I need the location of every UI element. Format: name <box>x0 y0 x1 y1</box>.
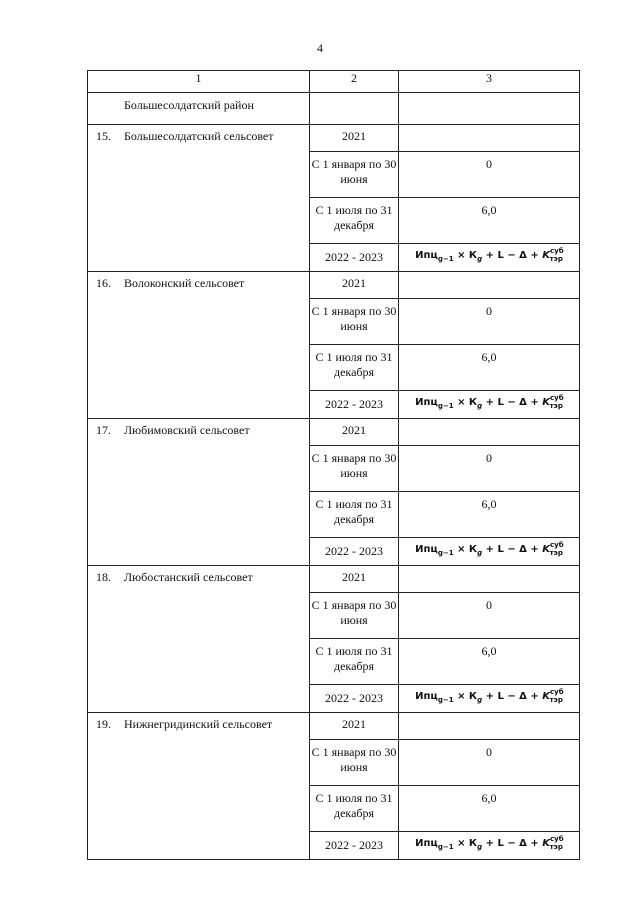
settlement-name: Любостанский сельсовет <box>124 570 253 584</box>
year-value-empty <box>399 272 580 299</box>
period-second-half: С 1 июля по 31 декабря <box>310 786 399 832</box>
settlement-row <box>88 272 580 299</box>
year-cell: 2021 <box>310 566 399 593</box>
settlement-row <box>88 419 580 446</box>
settlement-row <box>88 713 580 740</box>
header-col-3: 3 <box>399 71 580 93</box>
year-cell: 2021 <box>310 125 399 152</box>
value-first-half: 0 <box>399 446 580 492</box>
period-second-half: С 1 июля по 31 декабря <box>310 345 399 391</box>
settlement-name: Волоконский сельсовет <box>124 276 245 290</box>
value-second-half: 6,0 <box>399 492 580 538</box>
formula-cell <box>399 538 580 566</box>
tariff-formula: $Ипц_{g-1} \times К_g + L - \Delta + K^{суб}_{тэр}$ <box>415 247 564 263</box>
year-range-cell: 2022 - 2023 <box>310 244 399 272</box>
year-range-cell: 2022 - 2023 <box>310 538 399 566</box>
settlement-number: 16. <box>96 276 111 290</box>
settlement-row <box>88 125 580 152</box>
header-col-2: 2 <box>310 71 399 93</box>
settlement-name: Нижнегридинский сельсовет <box>124 717 273 731</box>
settlement-number: 19. <box>96 717 111 731</box>
tariff-formula: $Ипц_{g-1} \times К_g + L - \Delta + K^{суб}_{тэр}$ <box>415 688 564 704</box>
year-value-empty <box>399 566 580 593</box>
tariff-formula: $Ипц_{g-1} \times К_g + L - \Delta + K^{суб}_{тэр}$ <box>415 541 564 557</box>
district-empty-col3 <box>399 93 580 125</box>
year-range-cell: 2022 - 2023 <box>310 685 399 713</box>
settlement-number: 17. <box>96 423 111 437</box>
period-first-half: С 1 января по 30 июня <box>310 740 399 786</box>
district-name: Большесолдатский район <box>88 93 310 125</box>
tariff-formula: $Ипц_{g-1} \times К_g + L - \Delta + K^{суб}_{тэр}$ <box>415 835 564 851</box>
settlement-cell <box>88 566 310 713</box>
value-second-half: 6,0 <box>399 198 580 244</box>
period-second-half: С 1 июля по 31 декабря <box>310 639 399 685</box>
settlement-number: 15. <box>96 129 111 143</box>
tariff-formula: $Ипц_{g-1} \times К_g + L - \Delta + K^{суб}_{тэр}$ <box>415 394 564 410</box>
settlement-cell <box>88 713 310 860</box>
period-first-half: С 1 января по 30 июня <box>310 446 399 492</box>
year-cell: 2021 <box>310 713 399 740</box>
settlement-cell <box>88 125 310 272</box>
district-empty-col2 <box>310 93 399 125</box>
value-second-half: 6,0 <box>399 786 580 832</box>
settlement-number: 18. <box>96 570 111 584</box>
year-range-cell: 2022 - 2023 <box>310 391 399 419</box>
settlement-row <box>88 566 580 593</box>
formula-cell <box>399 244 580 272</box>
year-value-empty <box>399 125 580 152</box>
period-first-half: С 1 января по 30 июня <box>310 299 399 345</box>
settlement-name: Любимовский сельсовет <box>124 423 250 437</box>
value-first-half: 0 <box>399 593 580 639</box>
period-first-half: С 1 января по 30 июня <box>310 152 399 198</box>
value-second-half: 6,0 <box>399 639 580 685</box>
value-first-half: 0 <box>399 152 580 198</box>
year-value-empty <box>399 713 580 740</box>
formula-cell <box>399 391 580 419</box>
period-second-half: С 1 июля по 31 декабря <box>310 492 399 538</box>
table-header-row <box>88 71 580 93</box>
value-first-half: 0 <box>399 299 580 345</box>
year-cell: 2021 <box>310 419 399 446</box>
value-first-half: 0 <box>399 740 580 786</box>
period-second-half: С 1 июля по 31 декабря <box>310 198 399 244</box>
period-first-half: С 1 января по 30 июня <box>310 593 399 639</box>
formula-cell <box>399 832 580 860</box>
district-row <box>88 93 580 125</box>
formula-cell <box>399 685 580 713</box>
year-cell: 2021 <box>310 272 399 299</box>
settlement-cell <box>88 419 310 566</box>
settlement-cell <box>88 272 310 419</box>
value-second-half: 6,0 <box>399 345 580 391</box>
header-col-1: 1 <box>88 71 310 93</box>
page-number: 4 <box>317 41 323 55</box>
year-range-cell: 2022 - 2023 <box>310 832 399 860</box>
year-value-empty <box>399 419 580 446</box>
settlement-name: Большесолдатский сельсовет <box>124 129 274 143</box>
tariff-table <box>87 70 580 860</box>
